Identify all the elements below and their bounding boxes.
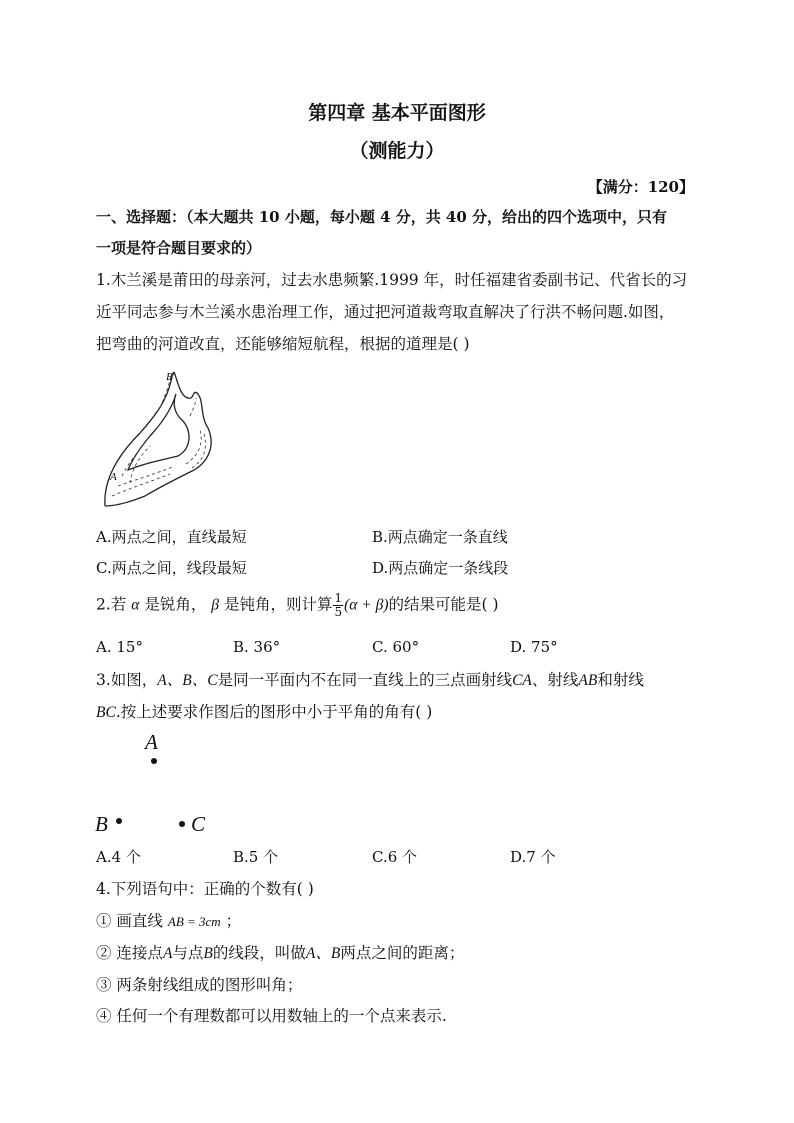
q1-line3: 把弯曲的河道改直，还能够缩短航程，根据的道理是( )	[96, 335, 470, 353]
q4-statement-2	[96, 941, 464, 963]
q3-text-2: 是同一平面内不在同一直线上的三点画射线	[217, 671, 513, 689]
q4-stem: 4.下列语句中：正确的个数有( )	[96, 880, 314, 898]
q4-s2-text-3: 的线段，叫做	[212, 944, 306, 962]
beta-symbol: β	[211, 596, 219, 614]
q3-text-4: 和射线	[597, 671, 644, 689]
q4-s2-text-4: 两点之间的距离；	[340, 944, 465, 962]
q4-s1-text: ① 画直线	[96, 912, 163, 930]
point-b-label: B	[95, 812, 108, 836]
fraction-denominator: 5	[334, 605, 343, 619]
q2-text-4: 的结果可能是( )	[388, 595, 499, 614]
point-a-label: A	[145, 730, 158, 754]
q3-text-1: 3.如图，	[96, 671, 158, 689]
ray-ab: AB	[578, 672, 598, 689]
page-subtitle: （测能力）	[349, 140, 445, 162]
q4-s2-point-a: A	[162, 945, 173, 962]
q4-s2-text-1: ② 连接点	[96, 944, 163, 962]
q1-line1: 1.木兰溪是莆田的母亲河，过去水患频繁.1999 年，时任福建省委副书记、代省长的习	[96, 271, 688, 289]
q2-text-3: 是钝角，则计算	[223, 595, 333, 614]
point-b-dot	[116, 818, 122, 824]
q4-statement-4: ④ 任何一个有理数都可以用数轴上的一个点来表示.	[96, 1007, 447, 1025]
ray-ca: CA	[512, 672, 532, 689]
alpha-symbol: α	[131, 596, 140, 614]
point-a-dot	[151, 758, 157, 764]
q1-option-b[interactable]: B.两点确定一条直线	[372, 528, 508, 546]
point-c-label: C	[191, 812, 206, 836]
q3-line2	[96, 700, 432, 722]
ray-bc: BC	[96, 704, 116, 721]
river-figure	[100, 368, 220, 510]
q2-text-1: 2.若	[96, 595, 127, 614]
q2-option-d[interactable]: D. 75°	[510, 638, 558, 656]
page-title: 第四章 基本平面图形	[308, 102, 486, 124]
q2-option-a[interactable]: A. 15°	[96, 638, 143, 656]
q1-option-c[interactable]: C.两点之间，线段最短	[96, 559, 247, 577]
river-label-a: A	[110, 471, 117, 483]
q3-option-b[interactable]: B.5 个	[233, 848, 279, 866]
point-c-dot	[179, 821, 185, 827]
q4-s2-points: A、B	[305, 945, 341, 962]
q3-text-5: .按上述要求作图后的图形中小于平角的角有( )	[115, 703, 433, 721]
q2-expression: (α + β)	[344, 596, 389, 614]
q4-statement-1	[96, 909, 241, 931]
full-score-label: 【满分：120】	[587, 178, 694, 196]
q2-option-b[interactable]: B. 36°	[233, 638, 281, 656]
fraction	[333, 592, 343, 619]
q3-option-a[interactable]: A.4 个	[96, 848, 141, 866]
q3-option-d[interactable]: D.7 个	[510, 848, 556, 866]
q1-option-d[interactable]: D.两点确定一条线段	[372, 559, 509, 577]
q1-line2: 近平同志参与木兰溪水患治理工作，通过把河道裁弯取直解决了行洪不畅问题.如图，	[96, 303, 675, 321]
q2-text-2: 是锐角，	[144, 595, 207, 614]
q4-s1-end: ；	[225, 912, 242, 930]
river-label-b: B	[166, 371, 173, 383]
q3-points: A、B、C	[157, 672, 218, 689]
q3-text-3: 、射线	[531, 671, 579, 689]
q4-s2-point-b: B	[203, 945, 213, 962]
q2-option-c[interactable]: C. 60°	[372, 638, 420, 656]
fraction-numerator: 1	[334, 591, 343, 605]
q3-line1	[96, 668, 644, 690]
q4-s1-math: AB = 3cm	[167, 914, 221, 929]
q3-option-c[interactable]: C.6 个	[372, 848, 418, 866]
section-heading-line2: 一项是符合题目要求的）	[96, 239, 262, 257]
q4-s2-text-2: 与点	[172, 944, 204, 962]
q2-stem	[96, 592, 499, 619]
section-heading-line1: 一、选择题：（本大题共 10 小题，每小题 4 分，共 40 分，给出的四个选项中，只有	[96, 208, 668, 226]
q1-option-a[interactable]: A.两点之间，直线最短	[96, 528, 247, 546]
q4-statement-3: ③ 两条射线组成的图形叫角；	[96, 976, 303, 994]
